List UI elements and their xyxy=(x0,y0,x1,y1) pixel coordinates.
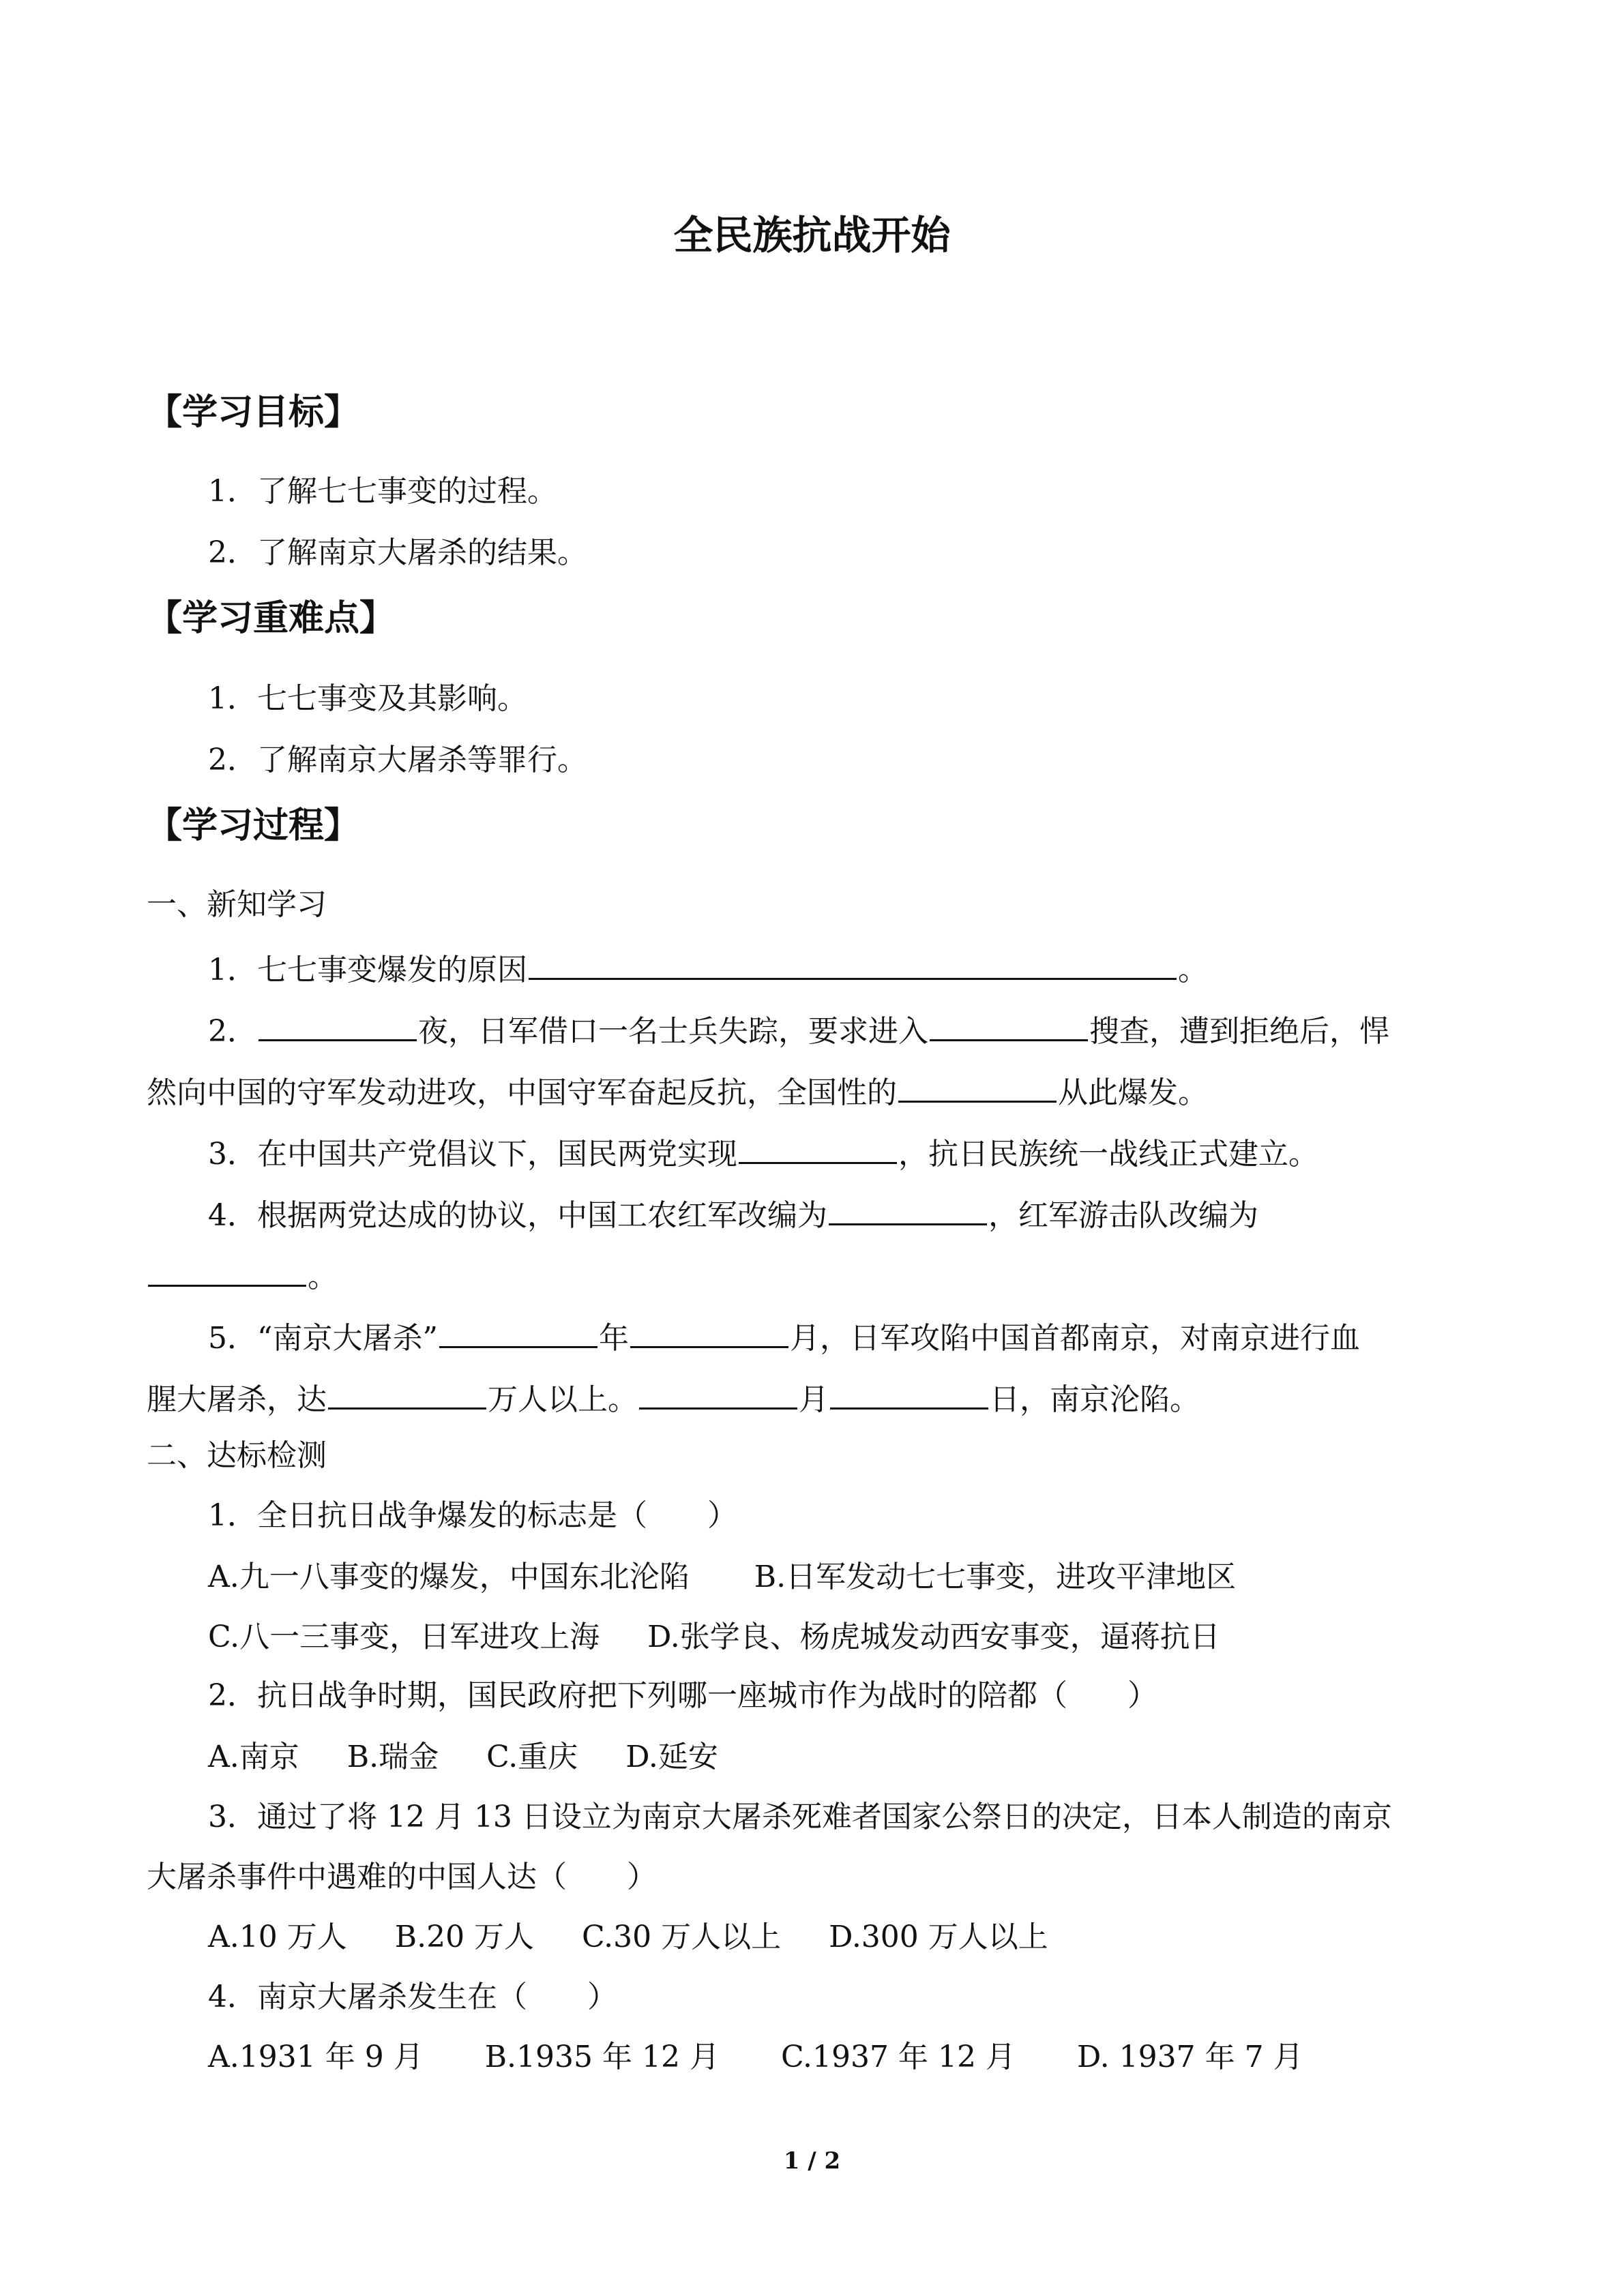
mc-option[interactable]: A.南京 xyxy=(208,1740,299,1774)
question-text: 3．在中国共产党倡议下，国民两党实现 xyxy=(208,1137,737,1172)
mc-option[interactable]: D.张学良、杨虎城发动西安事变，逼蒋抗日 xyxy=(647,1620,1220,1654)
question-text: ，抗日民族统一战线正式建立。 xyxy=(898,1137,1318,1172)
goal-item: 2．了解南京大屠杀的结果。 xyxy=(208,535,587,570)
answer-blank[interactable] xyxy=(898,1065,1057,1103)
heading-goals: 【学习目标】 xyxy=(147,392,360,433)
answer-blank[interactable] xyxy=(829,1188,987,1225)
fill-question-5-cont xyxy=(147,1372,1200,1424)
fill-question-4 xyxy=(208,1188,1258,1240)
mc-option[interactable]: D.300 万人以上 xyxy=(829,1920,1048,1954)
mc-option[interactable]: D. 1937 年 7 月 xyxy=(1076,2040,1303,2074)
goal-item: 1．了解七七事变的过程。 xyxy=(208,474,557,509)
page-title: 全民族抗战开始 xyxy=(673,212,951,258)
question-text: 年 xyxy=(598,1321,629,1356)
answer-blank[interactable] xyxy=(259,1004,417,1041)
mc-question-stem: 3．通过了将 12 月 13 日设立为南京大屠杀死难者国家公祭日的决定，日本人制造的南京 xyxy=(208,1800,1392,1834)
mc-option[interactable]: A.1931 年 9 月 xyxy=(208,2040,424,2074)
answer-blank[interactable] xyxy=(830,1372,988,1410)
mc-option[interactable]: C.1937 年 12 月 xyxy=(780,2040,1016,2074)
answer-blank[interactable] xyxy=(148,1249,306,1287)
question-text: 。 xyxy=(308,1259,338,1294)
question-text: 5．“南京大屠杀” xyxy=(208,1321,438,1356)
question-text: 夜，日军借口一名士兵失踪，要求进入 xyxy=(418,1014,928,1049)
answer-blank[interactable] xyxy=(328,1372,486,1410)
mc-option[interactable]: B.瑞金 xyxy=(346,1740,439,1774)
mc-option[interactable]: A.10 万人 xyxy=(208,1920,347,1954)
heading-process: 【学习过程】 xyxy=(147,805,360,846)
answer-blank[interactable] xyxy=(930,1004,1088,1041)
question-text: ，红军游击队改编为 xyxy=(988,1198,1258,1233)
mc-option[interactable]: A.九一八事变的爆发，中国东北沦陷 xyxy=(208,1560,690,1594)
fill-question-5 xyxy=(208,1311,1360,1362)
fill-question-1 xyxy=(208,942,1208,994)
fill-question-2-cont xyxy=(147,1065,1208,1117)
question-text: 月，日军攻陷中国首都南京，对南京进行血 xyxy=(789,1321,1360,1356)
key-point-item: 2．了解南京大屠杀等罪行。 xyxy=(208,743,587,777)
mc-options-row xyxy=(208,2033,1303,2081)
question-text: 腥大屠杀，达 xyxy=(147,1382,327,1417)
section-title-new-knowledge: 一、新知学习 xyxy=(147,887,327,922)
mc-options-row xyxy=(208,1733,718,1781)
mc-option[interactable]: B.1935 年 12 月 xyxy=(484,2040,720,2074)
answer-blank[interactable] xyxy=(639,1372,797,1410)
mc-options-row xyxy=(208,1613,1220,1661)
mc-options-row xyxy=(208,1553,1236,1601)
page-number: 1 / 2 xyxy=(783,2147,841,2175)
question-text: 1．七七事变爆发的原因 xyxy=(208,953,527,987)
heading-key-points: 【学习重难点】 xyxy=(147,598,396,639)
answer-blank[interactable] xyxy=(739,1127,897,1164)
question-text: 2． xyxy=(208,1014,257,1049)
section-title-check: 二、达标检测 xyxy=(147,1438,327,1473)
mc-options-row xyxy=(208,1913,1048,1961)
question-text: 搜查，遭到拒绝后，悍 xyxy=(1089,1014,1389,1049)
mc-question-stem: 4．南京大屠杀发生在（ ） xyxy=(208,1980,617,2014)
fill-question-4-cont xyxy=(147,1249,338,1301)
mc-question-stem-cont: 大屠杀事件中遇难的中国人达（ ） xyxy=(147,1860,657,1894)
answer-blank[interactable] xyxy=(439,1311,597,1348)
mc-option[interactable]: B.20 万人 xyxy=(394,1920,535,1954)
question-text: 月 xyxy=(799,1382,829,1417)
question-text: 从此爆发。 xyxy=(1058,1075,1208,1110)
mc-question-stem: 2．抗日战争时期，国民政府把下列哪一座城市作为战时的陪都（ ） xyxy=(208,1678,1157,1713)
question-text: 4．根据两党达成的协议，中国工农红军改编为 xyxy=(208,1198,827,1233)
mc-option[interactable]: C.重庆 xyxy=(486,1740,578,1774)
question-text: 万人以上。 xyxy=(488,1382,638,1417)
question-text: 日，南京沦陷。 xyxy=(990,1382,1200,1417)
key-point-item: 1．七七事变及其影响。 xyxy=(208,681,527,716)
answer-blank[interactable] xyxy=(529,942,1177,980)
mc-option[interactable]: C.30 万人以上 xyxy=(582,1920,782,1954)
question-text: 然向中国的守军发动进攻，中国守军奋起反抗，全国性的 xyxy=(147,1075,897,1110)
mc-option[interactable]: D.延安 xyxy=(625,1740,718,1774)
fill-question-2 xyxy=(208,1004,1389,1056)
mc-option[interactable]: C.八一三事变，日军进攻上海 xyxy=(208,1620,600,1654)
mc-question-stem: 1．全日抗日战争爆发的标志是（ ） xyxy=(208,1498,737,1533)
fill-question-3 xyxy=(208,1127,1318,1178)
mc-option[interactable]: B.日军发动七七事变，进攻平津地区 xyxy=(754,1560,1237,1594)
answer-blank[interactable] xyxy=(630,1311,788,1348)
question-text: 。 xyxy=(1178,953,1208,987)
